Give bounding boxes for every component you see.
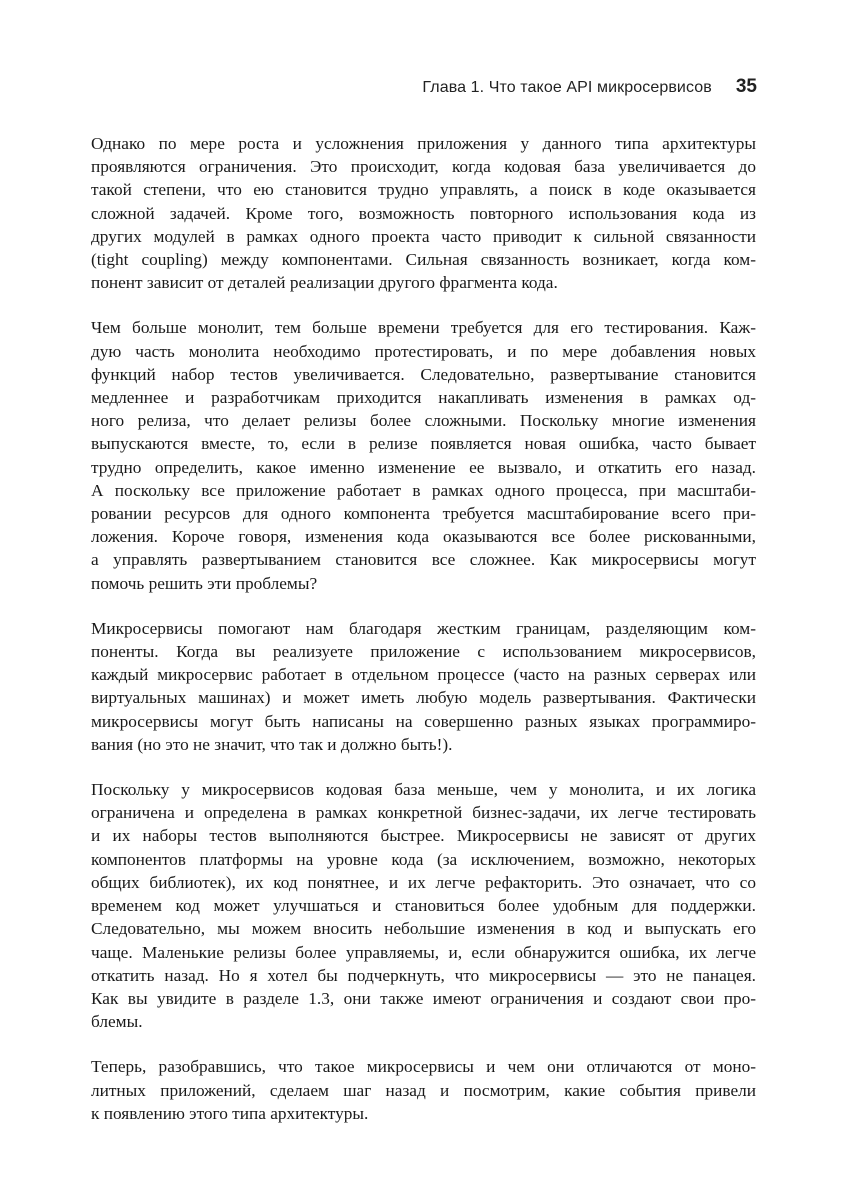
- running-head: [422, 76, 757, 98]
- chapter-title: Глава 1. Что такое API микросервисов: [422, 79, 712, 96]
- text-line: Микросервисы помогают нам благодаря жестким границам, разделяющим ком-: [91, 618, 756, 638]
- text-line: ровании ресурсов для одного компонента требуется масштабирование всего при-: [91, 504, 756, 524]
- text-line: вания (но это не значит, что так и должно быть!).: [91, 734, 453, 754]
- text-line: трудно определить, какое именно изменение ее вызвало, и откатить его назад.: [91, 457, 756, 477]
- text-line: Следовательно, мы можем вносить небольшие изменения в код и выпускать его: [91, 919, 756, 939]
- text-line: функций набор тестов увеличивается. Следовательно, развертывание становится: [91, 364, 756, 384]
- text-line: чаще. Маленькие релизы более управляемы, и, если обнаружится ошибка, их легче: [91, 942, 756, 962]
- text-line: ного релиза, что делает релизы более сложными. Поскольку многие изменения: [91, 411, 756, 431]
- text-line: временем код может улучшаться и становиться более удобным для поддержки.: [91, 896, 756, 916]
- text-line: виртуальных машинах) и может иметь любую модель развертывания. Фактически: [91, 688, 756, 708]
- text-line: и их наборы тестов выполняются быстрее. Микросервисы не зависят от других: [91, 826, 756, 846]
- paragraph-5: [91, 1055, 756, 1125]
- paragraph-1: [91, 132, 756, 294]
- body-text: [91, 132, 756, 1147]
- text-line: других модулей в рамках одного проекта часто приводит к сильной связанности: [91, 226, 756, 246]
- text-line: сложной задачей. Кроме того, возможность повторного использования кода из: [91, 203, 756, 223]
- text-line: Однако по мере роста и усложнения приложения у данного типа архитектуры: [91, 134, 756, 153]
- text-line: компонентов платформы на уровне кода (за исключением, возможно, некоторых: [91, 849, 756, 869]
- text-line: понент зависит от деталей реализации другого фрагмента кода.: [91, 273, 558, 293]
- text-line: ложения. Короче говоря, изменения кода оказываются все более рискованными,: [91, 527, 756, 547]
- paragraph-3: [91, 617, 756, 756]
- text-line: Теперь, разобравшись, что такое микросервисы и чем они отличаются от моно-: [91, 1057, 756, 1077]
- text-line: (tight coupling) между компонентами. Сильная связанность возникает, когда ком-: [91, 250, 756, 270]
- text-line: Как вы увидите в разделе 1.3, они также имеют ограничения и создают свои про-: [91, 988, 756, 1008]
- text-line: дую часть монолита необходимо протестировать, и по мере добавления новых: [91, 341, 756, 361]
- text-line: а управлять развертыванием становится все сложнее. Как микросервисы могут: [91, 550, 756, 570]
- text-line: литных приложений, сделаем шаг назад и посмотрим, какие события привели: [91, 1080, 756, 1100]
- text-line: каждый микросервис работает в отдельном процессе (часто на разных серверах или: [91, 665, 756, 685]
- text-line: проявляются ограничения. Это происходит, когда кодовая база увеличивается до: [91, 157, 756, 177]
- text-line: помочь решить эти проблемы?: [91, 573, 318, 593]
- text-line: откатить назад. Но я хотел бы подчеркнуть, что микросервисы — это не панацея.: [91, 965, 756, 985]
- page-number: 35: [735, 76, 757, 97]
- paragraph-2: [91, 316, 756, 594]
- text-line: медленнее и разработчикам приходится накапливать изменения в рамках од-: [91, 388, 756, 408]
- text-line: микросервисы могут быть написаны на совершенно разных языках программиро-: [91, 711, 756, 731]
- text-line: А поскольку все приложение работает в рамках одного процесса, при масштаби-: [91, 480, 756, 500]
- text-line: блемы.: [91, 1012, 143, 1032]
- paragraph-4: [91, 778, 756, 1033]
- text-line: общих библиотек), их код понятнее, и их легче рефакторить. Это означает, что со: [91, 872, 756, 892]
- text-line: выпускаются вместе, то, если в релизе появляется новая ошибка, часто бывает: [91, 434, 756, 454]
- text-line: ограничена и определена в рамках конкретной бизнес-задачи, их легче тестировать: [91, 803, 756, 823]
- text-line: Чем больше монолит, тем больше времени требуется для его тестирования. Каж-: [91, 318, 756, 338]
- text-line: к появлению этого типа архитектуры.: [91, 1103, 369, 1123]
- text-line: такой степени, что ею становится трудно управлять, а поиск в коде оказывается: [91, 180, 756, 200]
- text-line: поненты. Когда вы реализуете приложение с использованием микросервисов,: [91, 642, 756, 662]
- text-line: Поскольку у микросервисов кодовая база меньше, чем у монолита, и их логика: [91, 780, 756, 800]
